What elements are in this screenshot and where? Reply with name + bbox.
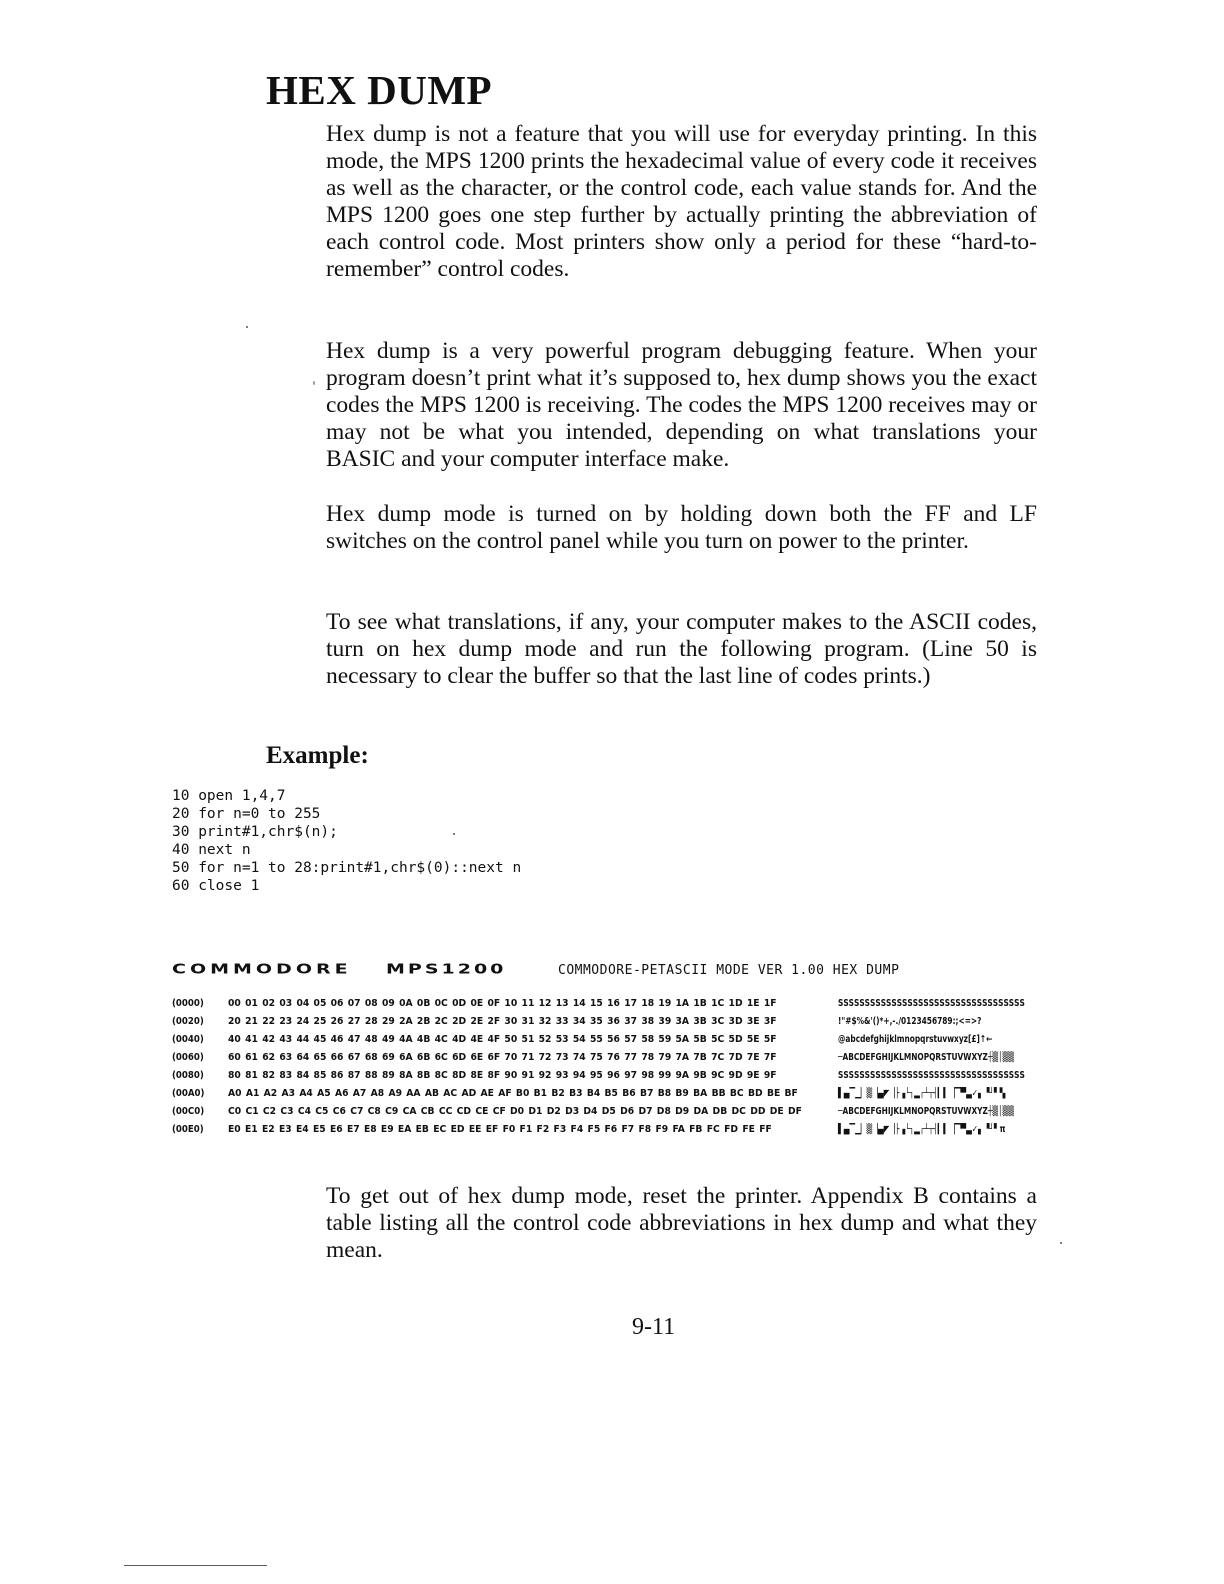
hex-address: (0060) [172,1052,204,1063]
hex-dump-mode-line: COMMODORE-PETASCII MODE VER 1.00 HEX DUMP [558,963,900,978]
hex-dump-row [172,1016,1052,1034]
exit-paragraph: To get out of hex dump mode, reset the printer. Appendix B contains a table listing all the control code abbreviations in hex dump and what they mean. [326,1183,1037,1263]
hex-characters: !"#$%&'()*+,-./0123456789:;<=>? [838,1016,982,1027]
hex-dump-row [172,998,1052,1016]
hex-bytes: 60 61 62 63 64 65 66 67 68 69 6A 6B 6C 6D 6E 6F 70 71 72 73 74 75 76 77 78 79 7A 7B 7C 7D 7E 7F [228,1052,777,1063]
hex-characters: ▌▄▔▁▏▒▕▄◤▕├▗└┐▂┌┴┬┤▎▍▕▔▀▃✓▖▝┘▘π [838,1124,1006,1135]
hex-characters: ─ABCDEFGHIJKLMNOPQRSTUVWXYZ┼▒│▒▒ [838,1052,1014,1063]
code-line: 60 close 1 [172,878,260,894]
hex-address: (0080) [172,1070,204,1081]
hex-dump-output [172,998,1052,1142]
hex-bytes: 80 81 82 83 84 85 86 87 88 89 8A 8B 8C 8D 8E 8F 90 91 92 93 94 95 96 97 98 99 9A 9B 9C 9D 9E 9F [228,1070,777,1081]
code-line: 50 for n=1 to 28:print#1,chr$(0)::next n [172,860,522,876]
page-title: HEX DUMP [266,67,493,113]
hex-characters: ▌▄▔▁▏▒▕▄◤▕├▗└┐▂┌┴┬┤▎▍▕▔▀▃✓▖▝┘▘▚ [838,1088,1006,1099]
code-line: 30 print#1,chr$(n); [172,824,338,840]
code-line: 40 next n [172,842,251,858]
hex-dump-row [172,1124,1052,1142]
intro-paragraph: Hex dump is not a feature that you will use for everyday printing. In this mode, the MPS 1200 prints the hexadecimal value of every code it receives as well as the character, or the control code, each value stands for. And the MPS 1200 goes one step further by actually printing the abbreviation of each control code. Most printers show only a period for these “hard-to-remember” control codes. [326,121,1037,282]
hex-bytes: E0 E1 E2 E3 E4 E5 E6 E7 E8 E9 EA EB EC ED EE EF F0 F1 F2 F3 F4 F5 F6 F7 F8 F9 FA FB FC FD FE FF [228,1124,772,1135]
hex-bytes: C0 C1 C2 C3 C4 C5 C6 C7 C8 C9 CA CB CC CD CE CF D0 D1 D2 D3 D4 D5 D6 D7 D8 D9 DA DB DC DD DE DF [228,1106,802,1117]
hex-dump-header [172,961,1052,985]
hex-bytes: 00 01 02 03 04 05 06 07 08 09 0A 0B 0C 0D 0E 0F 10 11 12 13 14 15 16 17 18 19 1A 1B 1C 1D 1E 1F [228,998,777,1009]
code-line: 10 open 1,4,7 [172,788,286,804]
hex-bytes: 20 21 22 23 24 25 26 27 28 29 2A 2B 2C 2D 2E 2F 30 31 32 33 34 35 36 37 38 39 3A 3B 3C 3D 3E 3F [228,1016,777,1027]
hex-dump-brand: COMMODORE [172,961,352,977]
code-line: 20 for n=0 to 255 [172,806,321,822]
hex-address: (0000) [172,998,204,1009]
hex-dump-row [172,1088,1052,1106]
scan-speck [246,326,248,328]
debugging-paragraph: Hex dump is a very powerful program debugging feature. When your program doesn’t print what it’s supposed to, hex dump shows you the exact codes the MPS 1200 is receiving. The codes the MPS 1200 receives may or may not be what you intended, depending on what translations your BASIC and your computer interface make. [326,338,1037,472]
scan-speck [453,833,455,835]
hex-characters: ─ABCDEFGHIJKLMNOPQRSTUVWXYZ┼▒│▒▒ [838,1106,1014,1117]
hex-dump-row [172,1106,1052,1124]
hex-address: (00E0) [172,1124,204,1135]
hex-bytes: A0 A1 A2 A3 A4 A5 A6 A7 A8 A9 AA AB AC AD AE AF B0 B1 B2 B3 B4 B5 B6 B7 B8 B9 BA BB BC BD BE BF [228,1088,798,1099]
hex-dump-row [172,1052,1052,1070]
page-number: 9-11 [632,1314,676,1340]
scan-speck [313,381,315,385]
hex-address: (0020) [172,1016,204,1027]
hex-dump-row [172,1070,1052,1088]
basic-program-listing [172,787,521,895]
hex-characters: @abcdefghijklmnopqrstuvwxyz[£]↑← [838,1034,993,1045]
scan-speck [1060,1242,1062,1244]
example-heading: Example: [266,742,369,769]
activation-paragraph: Hex dump mode is turned on by holding down both the FF and LF switches on the control panel while you turn on power to the printer. [326,501,1037,554]
translation-paragraph: To see what translations, if any, your computer makes to the ASCII codes, turn on hex dump mode and run the following program. (Line 50 is necessary to clear the buffer so that the last line of codes prints.) [326,609,1037,689]
hex-address: (00C0) [172,1106,205,1117]
hex-dump-model: MPS1200 [386,961,507,977]
hex-dump-row [172,1034,1052,1052]
footer-rule [124,1565,267,1566]
hex-address: (0040) [172,1034,204,1045]
hex-bytes: 40 41 42 43 44 45 46 47 48 49 4A 4B 4C 4D 4E 4F 50 51 52 53 54 55 56 57 58 59 5A 5B 5C 5D 5E 5F [228,1034,777,1045]
hex-characters: ЅЅЅЅЅЅЅЅЅЅЅЅЅЅЅЅЅЅЅЅЅЅЅЅЅЅЅЅЅЅЅЅЅЅЅ [838,998,1025,1009]
hex-address: (00A0) [172,1088,205,1099]
hex-characters: ЅЅЅЅЅЅЅЅЅЅЅЅЅЅЅЅЅЅЅЅЅЅЅЅЅЅЅЅЅЅЅЅЅЅЅ [838,1070,1025,1081]
